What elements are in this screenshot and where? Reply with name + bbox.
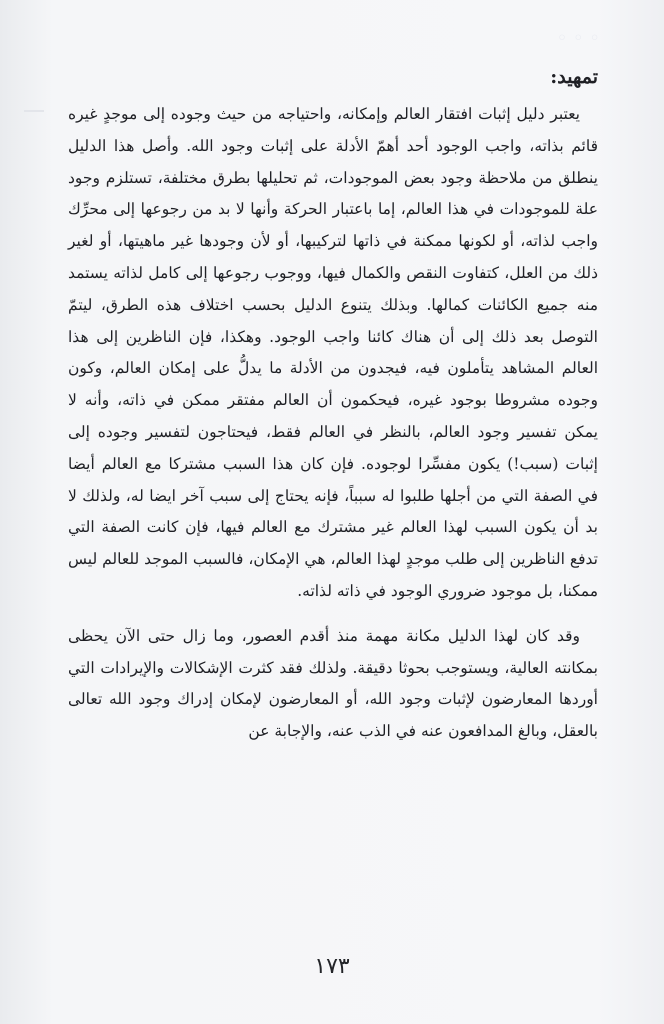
page-number: ١٧٣ <box>314 954 350 979</box>
section-heading: تمهيد: <box>550 66 598 88</box>
page-mark <box>24 110 44 112</box>
body-text <box>68 99 598 748</box>
bleed-through-text: ◦ ◦ ◦ <box>556 28 600 49</box>
paragraph-2: وقد كان لهذا الدليل مكانة مهمة منذ أقدم العصور، وما زال حتى الآن يحظى بمكانته العالية، ويستوجب بحوثا دقيقة. ولذلك فقد كثرت الإشكالات والإيرادات التي أوردها المعارضون لإثبات وجود الله، أو المعارضون لإمكان إدراك وجود الله تعالى بالعقل، وبالغ المدافعون عنه في الذب عنه، والإجابة عن <box>68 626 598 741</box>
paragraph-1: يعتبر دليل إثبات افتقار العالم وإمكانه، واحتياجه من حيث وجوده إلى موجدٍ غيره قائم بذاته، واجب الوجود أحد أهمّ الأدلة على إثبات وجود الله. وأصل هذا الدليل ينطلق من ملاحظة وجود بعض الموجودات، ثم تحليلها بطرق مختلفة، تستلزم وجود علة للموجودات في هذا العالم، إما باعتبار الحركة وأنها لا بد من رجوعها إلى محرِّك واجب لذاته، أو لكونها ممكنة في ذاتها لتركيبها، أو لأن وجودها غير ماهيتها، أو لغير ذلك من العلل، كتفاوت النقص والكمال فيها، ووجوب رجوعها إلى كامل لذاته يستمد منه جميع الكائنات كمالها. وبذلك يتنوع الدليل بحسب اختلاف هذه الطرق، ليتمّ التوصل بعد ذلك إلى أن هناك كائنا واجب الوجود. وهكذا، فإن الناظرين إلى هذا العالم المشاهد يتأملون فيه، فيجدون من الأدلة ما يدلُّ على إمكان العالم، وكون وجوده مشروطا بوجود غيره، فيحكمون أن العالم مفتقر ممكن في ذاته، وأنه لا يمكن تفسير وجود العالم، بالنظر في العالم فقط، فيحتاجون لتفسير وجوده إلى إثبات (سبب!) يكون مفسِّرا لوجوده. فإن كان هذا السبب مشتركا مع العالم أيضا في الصفة التي من أجلها طلبوا له سبباً، فإنه يحتاج إلى سبب آخر ايضا له، ولذلك لا بد أن يكون السبب لهذا العالم غير مشترك مع العالم فيها، فإن كانت الصفة التي تدفع الناظرين إلى طلب موجدٍ لهذا العالم، هي الإمكان، فالسبب الموجد للعالم ليس ممكنا، بل موجود ضروري الوجود في ذاته لذاته. <box>68 105 598 600</box>
